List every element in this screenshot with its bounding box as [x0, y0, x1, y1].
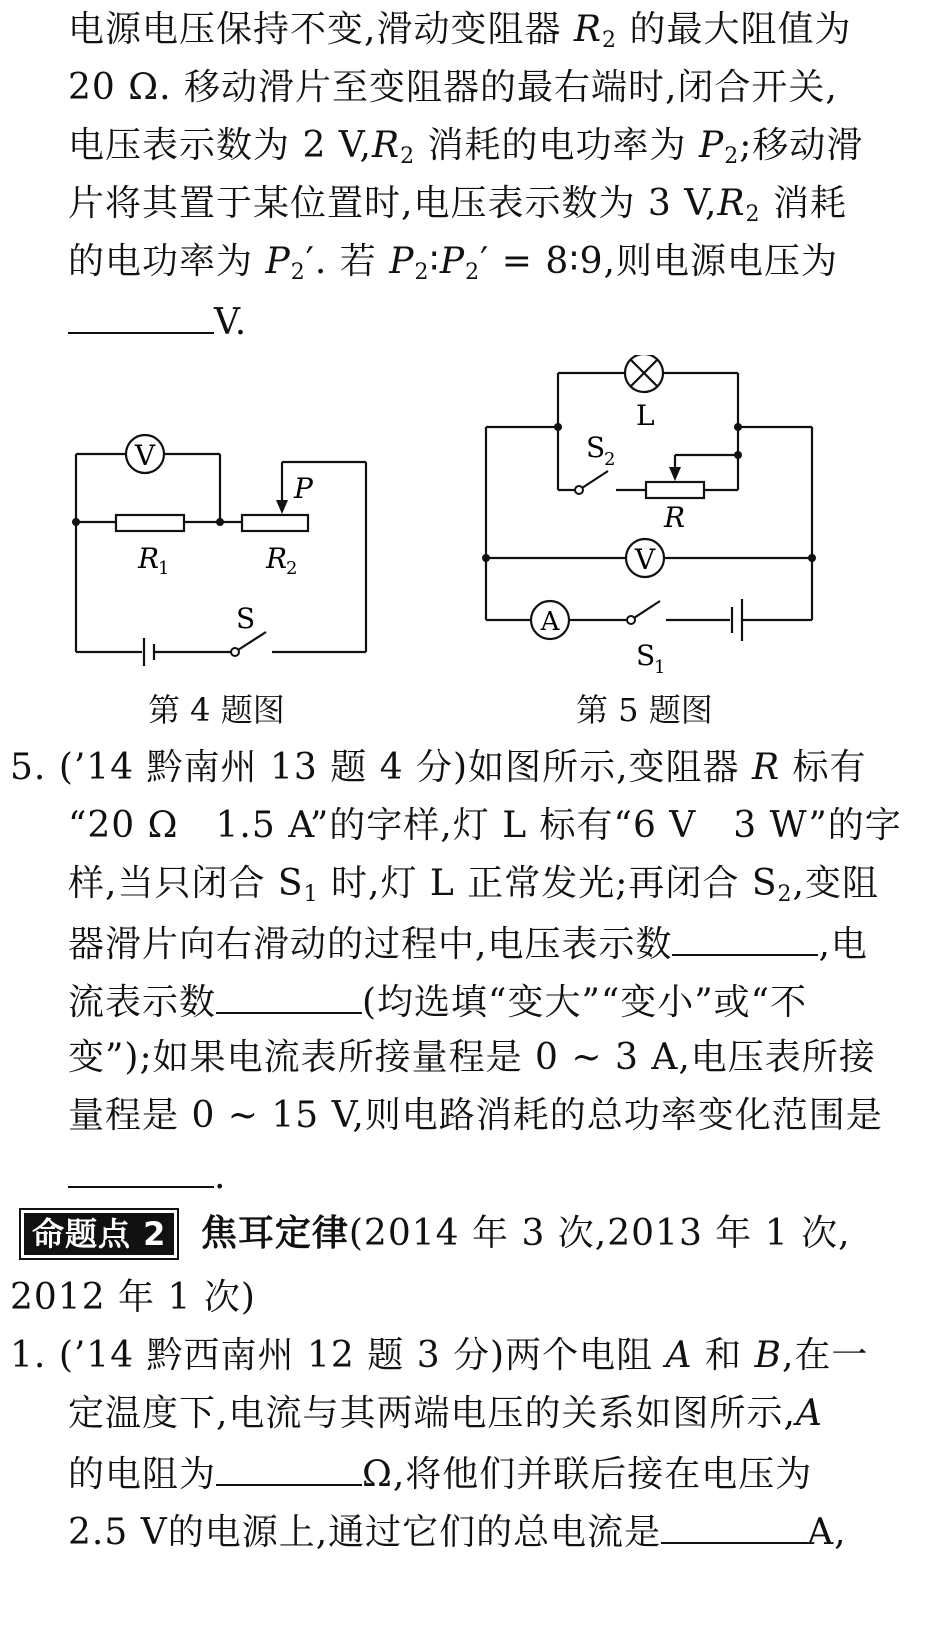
q5-line-7: 量程是 0 ~ 15 V,则电路消耗的总功率变化范围是 — [68, 1095, 883, 1136]
fig4-r1-sub: 1 — [158, 558, 170, 579]
q1-line-2: 定温度下,电流与其两端电压的关系如图所示,A — [68, 1393, 823, 1434]
fig5-s2-sub: 2 — [604, 449, 616, 470]
fig5-ammeter-label: A — [540, 607, 560, 637]
q1-number: 1. — [10, 1335, 47, 1376]
answer-blank[interactable] — [216, 978, 362, 1014]
fig4-r1-label: R — [138, 542, 160, 575]
fig5-s2-label: S — [586, 431, 606, 464]
section-header — [24, 1212, 851, 1256]
figure-5-caption: 第 5 题图 — [576, 691, 713, 729]
figure-4-caption: 第 4 题图 — [148, 691, 285, 729]
answer-blank[interactable] — [661, 1508, 807, 1544]
fig4-switch-label: S — [236, 602, 256, 635]
fig4-r2-sub: 2 — [286, 558, 298, 579]
fig5-s1-label: S — [636, 639, 656, 672]
section-title: 焦耳定律 — [200, 1213, 349, 1254]
answer-blank[interactable] — [68, 298, 214, 334]
q5-line-5: 流表示数 (均选填“变大”“变小”或“不 — [68, 978, 807, 1025]
q5-line-6: 变”);如果电流表所接量程是 0 ~ 3 A,电压表所接 — [68, 1037, 876, 1078]
q5-line-8: . — [68, 1152, 226, 1199]
answer-blank[interactable] — [672, 920, 818, 956]
q5-line-2: “20 Ω 1.5 A”的字样,灯 L 标有“6 V 3 W”的字 — [68, 805, 902, 846]
section-tag: 命题点 2 — [24, 1213, 174, 1255]
q4-line-4: 片将其置于某位置时,电压表示数为 3 $V,R_2$ 消耗 — [68, 183, 847, 227]
q5-line-1: 5. (’14 黔南州 13 题 4 分)如图所示,变阻器 R 标有 — [10, 747, 867, 788]
q4-line-3: 电压表示数为 2 $V,R_2$ 消耗的电功率为 $P_2$;移动滑 — [68, 125, 864, 169]
fig4-slider-label: P — [294, 472, 313, 505]
fig5-s1-sub: 1 — [654, 657, 666, 678]
fig4-r2-label: R — [266, 542, 288, 575]
q1-line-4: 2.5 V的电源上,通过它们的总电流是 A, — [68, 1508, 847, 1555]
figure-5-circuit — [472, 355, 832, 680]
section-years: (2014 年 3 次,2013 年 1 次, — [348, 1213, 851, 1254]
answer-blank[interactable] — [216, 1450, 362, 1486]
answer-blank[interactable] — [68, 1152, 214, 1188]
fig4-voltmeter-label: V — [134, 439, 156, 472]
q4-line-5: 的电功率为 $P_2'$. 若 $P_2∶P_2'$ = 8∶9,则电源电压为 — [68, 241, 838, 285]
q5-number: 5. — [10, 747, 47, 788]
q4-line-6: V. — [68, 298, 247, 345]
q5-line-4: 器滑片向右滑动的过程中,电压表示数 ,电 — [68, 920, 868, 967]
q5-line-3: 样,当只闭合 $S_1$ 时,灯 L 正常发光;再闭合 $S_2$,变阻 — [68, 863, 879, 907]
figure-4-circuit — [60, 420, 390, 670]
q1-line-1: 1. (’14 黔西南州 12 题 3 分)两个电阻 A 和 B,在一 — [10, 1335, 869, 1376]
fig5-rheostat-label: R — [664, 501, 686, 534]
q4-line-2: 20 Ω. 移动滑片至变阻器的最右端时,闭合开关, — [68, 67, 838, 108]
q4-line-1: 电源电压保持不变,滑动变阻器 $R_2$ 的最大阻值为 — [68, 9, 852, 53]
fig5-voltmeter-label: V — [634, 543, 656, 576]
fig5-lamp-label: L — [636, 399, 655, 432]
section-header-line-2: 2012 年 1 次) — [10, 1277, 256, 1318]
q1-line-3: 的电阻为 Ω,将他们并联后接在电压为 — [68, 1450, 812, 1497]
